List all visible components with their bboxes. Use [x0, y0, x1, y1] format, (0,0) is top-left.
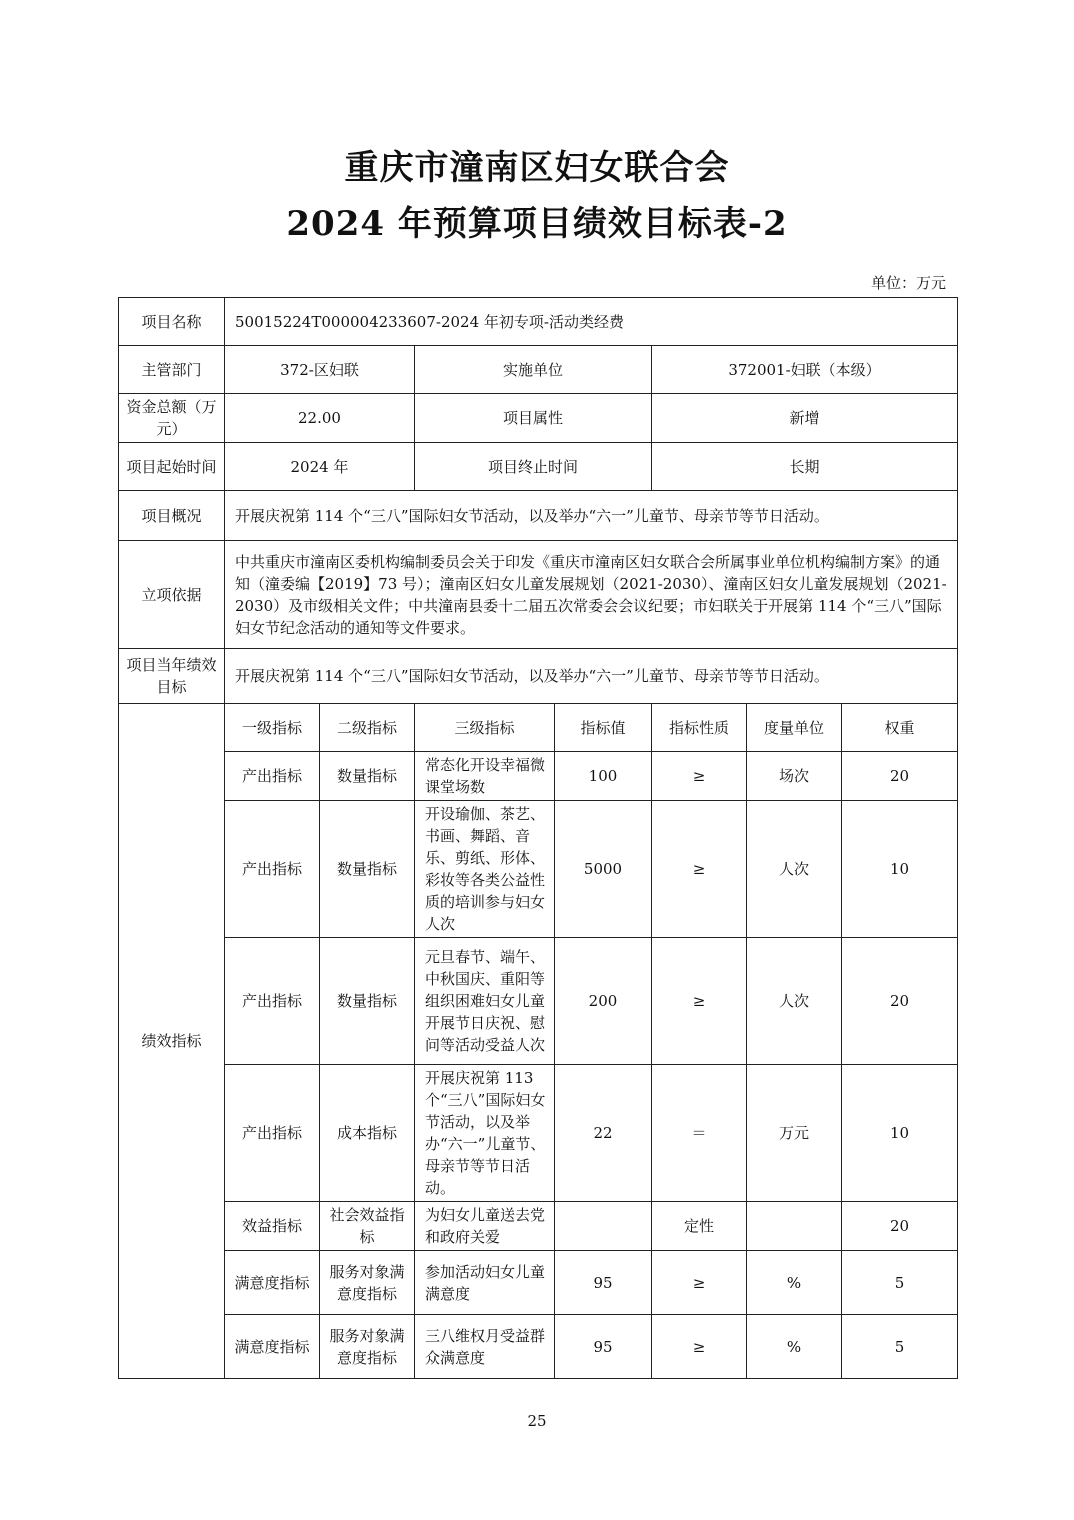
- unit-label: 单位：万元: [870, 274, 946, 292]
- page-number: 25: [527, 1412, 547, 1430]
- header-nature: 指标性质: [652, 704, 747, 752]
- l3-cell: 参加活动妇女儿童满意度: [415, 1251, 555, 1315]
- nature-cell: 定性: [652, 1202, 747, 1251]
- nature-cell: ≥: [652, 752, 747, 801]
- l1-cell: 产出指标: [225, 801, 320, 938]
- l1-cell: 效益指标: [225, 1202, 320, 1251]
- value-cell: 22: [555, 1065, 652, 1202]
- l2-cell: 服务对象满意度指标: [320, 1315, 415, 1379]
- l2-cell: 数量指标: [320, 801, 415, 938]
- l1-cell: 产出指标: [225, 938, 320, 1065]
- goal-value: 开展庆祝第 114 个“三八”国际妇女节活动，以及举办“六一”儿童节、母亲节等节日活动。: [225, 649, 958, 704]
- l3-cell: 元旦春节、端午、中秋国庆、重阳等组织困难妇女儿童开展节日庆祝、慰问等活动受益人次: [415, 938, 555, 1065]
- l2-cell: 成本指标: [320, 1065, 415, 1202]
- weight-cell: 5: [842, 1315, 958, 1379]
- basis-label: 立项依据: [119, 541, 225, 649]
- unit-cell: [747, 1202, 842, 1251]
- header-unit: 度量单位: [747, 704, 842, 752]
- project-name-value: 50015224T000004233607-2024 年初专项-活动类经费: [225, 298, 958, 346]
- l2-cell: 社会效益指标: [320, 1202, 415, 1251]
- nature-cell: ＝: [652, 1065, 747, 1202]
- weight-cell: 10: [842, 1065, 958, 1202]
- dept-value: 372-区妇联: [225, 346, 415, 394]
- table-row: [119, 801, 958, 938]
- fund-value: 22.00: [225, 394, 415, 443]
- table-row: [119, 1251, 958, 1315]
- l1-cell: 产出指标: [225, 752, 320, 801]
- l3-cell: 为妇女儿童送去党和政府关爱: [415, 1202, 555, 1251]
- value-cell: 100: [555, 752, 652, 801]
- unit-cell: 人次: [747, 938, 842, 1065]
- value-cell: 200: [555, 938, 652, 1065]
- overview-label: 项目概况: [119, 491, 225, 541]
- table-row: [119, 1315, 958, 1379]
- nature-cell: ≥: [652, 1315, 747, 1379]
- value-cell: 95: [555, 1251, 652, 1315]
- unit-cell: %: [747, 1315, 842, 1379]
- unit-cell: %: [747, 1251, 842, 1315]
- attr-label: 项目属性: [415, 394, 652, 443]
- impl-value: 372001-妇联（本级）: [652, 346, 958, 394]
- header-l2: 二级指标: [320, 704, 415, 752]
- weight-cell: 10: [842, 801, 958, 938]
- end-value: 长期: [652, 443, 958, 491]
- unit-cell: 人次: [747, 801, 842, 938]
- unit-cell: 万元: [747, 1065, 842, 1202]
- header-l3: 三级指标: [415, 704, 555, 752]
- l3-cell: 常态化开设幸福微课堂场数: [415, 752, 555, 801]
- value-cell: 5000: [555, 801, 652, 938]
- l3-cell: 开展庆祝第 113 个“三八”国际妇女节活动，以及举办“六一”儿童节、母亲节等节日活动。: [415, 1065, 555, 1202]
- dept-label: 主管部门: [119, 346, 225, 394]
- impl-label: 实施单位: [415, 346, 652, 394]
- weight-cell: 20: [842, 752, 958, 801]
- l2-cell: 数量指标: [320, 752, 415, 801]
- value-cell: [555, 1202, 652, 1251]
- start-label: 项目起始时间: [119, 443, 225, 491]
- table-row: [119, 938, 958, 1065]
- table-row: [119, 1065, 958, 1202]
- header-l1: 一级指标: [225, 704, 320, 752]
- weight-cell: 20: [842, 938, 958, 1065]
- page-title: 重庆市潼南区妇女联合会: [344, 148, 730, 188]
- end-label: 项目终止时间: [415, 443, 652, 491]
- attr-value: 新增: [652, 394, 958, 443]
- header-value: 指标值: [555, 704, 652, 752]
- l2-cell: 服务对象满意度指标: [320, 1251, 415, 1315]
- l1-cell: 满意度指标: [225, 1315, 320, 1379]
- page-subtitle: 2024 年预算项目绩效目标表-2: [286, 204, 788, 244]
- overview-value: 开展庆祝第 114 个“三八”国际妇女节活动，以及举办“六一”儿童节、母亲节等节日活动。: [225, 491, 958, 541]
- l1-cell: 满意度指标: [225, 1251, 320, 1315]
- value-cell: 95: [555, 1315, 652, 1379]
- l3-cell: 三八维权月受益群众满意度: [415, 1315, 555, 1379]
- table-row: [119, 1202, 958, 1251]
- perf-section-label: 绩效指标: [119, 704, 225, 1379]
- l3-cell: 开设瑜伽、茶艺、书画、舞蹈、音乐、剪纸、形体、彩妆等各类公益性质的培训参与妇女人次: [415, 801, 555, 938]
- basis-value: 中共重庆市潼南区委机构编制委员会关于印发《重庆市潼南区妇女联合会所属事业单位机构编制方案》的通知（潼委编【2019】73 号）；潼南区妇女儿童发展规划（2021-2030）、潼南区妇女儿童发展规划（2021-2030）及市级相关文件；中共潼南县委十二届五次常委会会议纪要；市妇联关于开展第 114 个“三八”国际妇女节纪念活动的通知等文件要求。: [225, 541, 958, 649]
- l1-cell: 产出指标: [225, 1065, 320, 1202]
- start-value: 2024 年: [225, 443, 415, 491]
- goal-label: 项目当年绩效目标: [119, 649, 225, 704]
- l2-cell: 数量指标: [320, 938, 415, 1065]
- fund-label: 资金总额（万元）: [119, 394, 225, 443]
- header-weight: 权重: [842, 704, 958, 752]
- nature-cell: ≥: [652, 801, 747, 938]
- weight-cell: 20: [842, 1202, 958, 1251]
- project-name-label: 项目名称: [119, 298, 225, 346]
- unit-cell: 场次: [747, 752, 842, 801]
- performance-table: [118, 297, 958, 1379]
- nature-cell: ≥: [652, 938, 747, 1065]
- weight-cell: 5: [842, 1251, 958, 1315]
- table-row: [119, 752, 958, 801]
- nature-cell: ≥: [652, 1251, 747, 1315]
